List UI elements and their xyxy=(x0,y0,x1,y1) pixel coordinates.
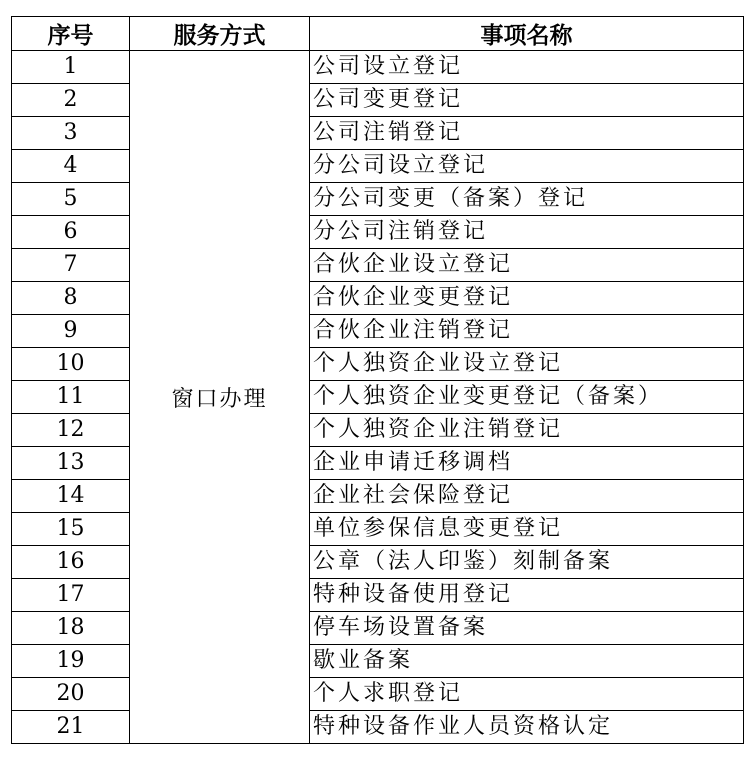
table-row xyxy=(12,381,744,414)
row-item-name: 企业申请迁移调档 xyxy=(310,447,744,480)
row-item-name: 单位参保信息变更登记 xyxy=(310,513,744,546)
service-method: 窗口办理 xyxy=(130,51,310,744)
row-seq: 20 xyxy=(12,678,130,711)
table-row xyxy=(12,183,744,216)
table-row xyxy=(12,315,744,348)
row-seq: 1 xyxy=(12,51,130,84)
services-table xyxy=(11,16,744,744)
row-item-name: 合伙企业变更登记 xyxy=(310,282,744,315)
table-row xyxy=(12,546,744,579)
row-item-name: 合伙企业设立登记 xyxy=(310,249,744,282)
row-item-name: 公司注销登记 xyxy=(310,117,744,150)
table-row xyxy=(12,447,744,480)
table-row xyxy=(12,249,744,282)
row-seq: 19 xyxy=(12,645,130,678)
header-seq: 序号 xyxy=(12,17,130,51)
table-row xyxy=(12,711,744,744)
header-method: 服务方式 xyxy=(130,17,310,51)
table-row xyxy=(12,678,744,711)
row-item-name: 分公司设立登记 xyxy=(310,150,744,183)
table-row xyxy=(12,150,744,183)
row-item-name: 停车场设置备案 xyxy=(310,612,744,645)
table-row xyxy=(12,645,744,678)
row-seq: 11 xyxy=(12,381,130,414)
row-item-name: 个人独资企业变更登记（备案） xyxy=(310,381,744,414)
table-row xyxy=(12,117,744,150)
row-seq: 16 xyxy=(12,546,130,579)
row-item-name: 个人独资企业设立登记 xyxy=(310,348,744,381)
row-item-name: 企业社会保险登记 xyxy=(310,480,744,513)
row-seq: 12 xyxy=(12,414,130,447)
row-item-name: 合伙企业注销登记 xyxy=(310,315,744,348)
row-item-name: 公司设立登记 xyxy=(310,51,744,84)
row-seq: 14 xyxy=(12,480,130,513)
row-seq: 3 xyxy=(12,117,130,150)
row-seq: 10 xyxy=(12,348,130,381)
row-item-name: 分公司变更（备案）登记 xyxy=(310,183,744,216)
row-seq: 6 xyxy=(12,216,130,249)
row-item-name: 特种设备作业人员资格认定 xyxy=(310,711,744,744)
table-row xyxy=(12,216,744,249)
row-item-name: 分公司注销登记 xyxy=(310,216,744,249)
row-item-name: 特种设备使用登记 xyxy=(310,579,744,612)
row-seq: 17 xyxy=(12,579,130,612)
row-seq: 2 xyxy=(12,84,130,117)
table-row xyxy=(12,282,744,315)
row-item-name: 公章（法人印鉴）刻制备案 xyxy=(310,546,744,579)
row-item-name: 歇业备案 xyxy=(310,645,744,678)
header-item-name: 事项名称 xyxy=(310,17,744,51)
row-seq: 15 xyxy=(12,513,130,546)
table-row xyxy=(12,84,744,117)
row-seq: 7 xyxy=(12,249,130,282)
row-item-name: 公司变更登记 xyxy=(310,84,744,117)
row-seq: 8 xyxy=(12,282,130,315)
table-row xyxy=(12,579,744,612)
table-row xyxy=(12,480,744,513)
header-row xyxy=(12,17,744,51)
table-row xyxy=(12,612,744,645)
row-seq: 5 xyxy=(12,183,130,216)
row-seq: 13 xyxy=(12,447,130,480)
table-row xyxy=(12,51,744,84)
table-row xyxy=(12,348,744,381)
row-item-name: 个人求职登记 xyxy=(310,678,744,711)
table-row xyxy=(12,414,744,447)
table-row xyxy=(12,513,744,546)
row-seq: 9 xyxy=(12,315,130,348)
row-seq: 21 xyxy=(12,711,130,744)
row-seq: 18 xyxy=(12,612,130,645)
row-item-name: 个人独资企业注销登记 xyxy=(310,414,744,447)
row-seq: 4 xyxy=(12,150,130,183)
